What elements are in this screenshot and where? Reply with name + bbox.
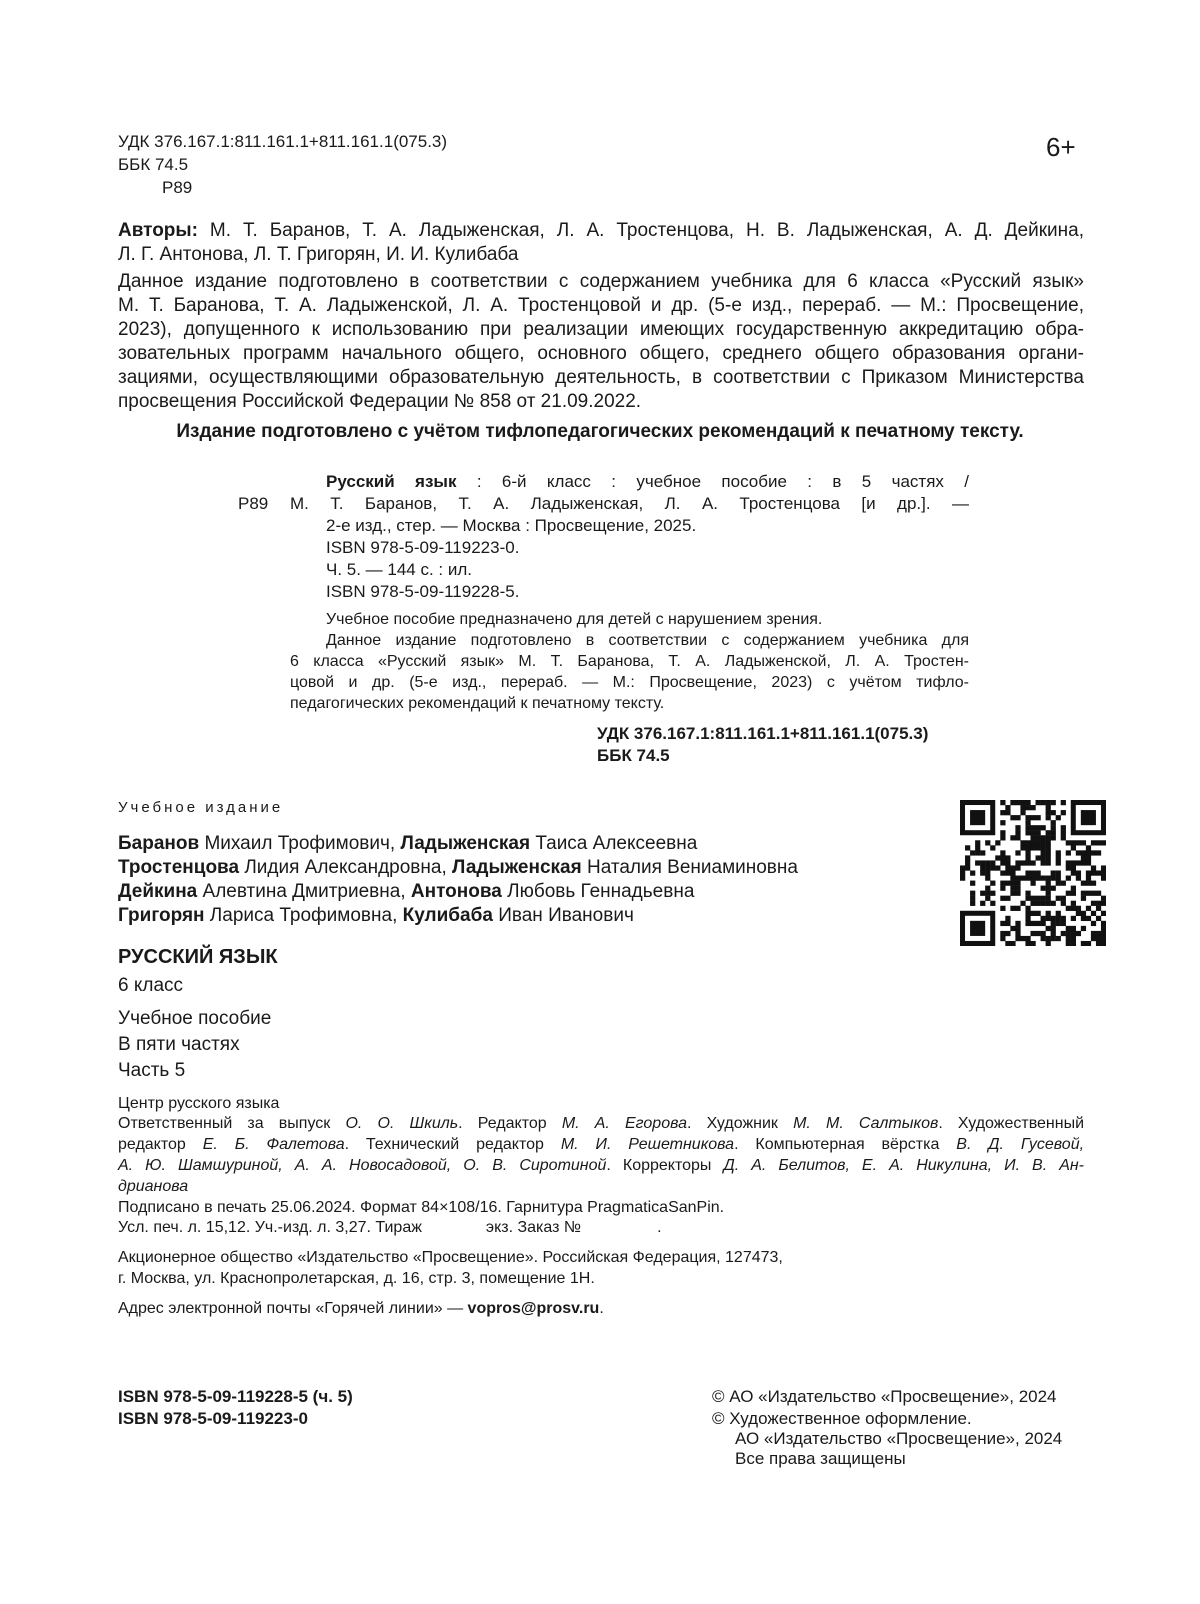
staff-role: . Художник (687, 1115, 794, 1132)
card-desc-line: цовой и др. (5-е изд., перераб. — М.: Просвещение, 2023) с учётом тифло- (290, 674, 969, 691)
qr-code-icon[interactable] (960, 800, 1106, 946)
book-parts: В пяти частях (118, 1034, 240, 1055)
copyright-4: Все права защищены (735, 1449, 906, 1468)
staff-role: . Художественный (938, 1115, 1085, 1132)
author-name: Таиса Алексеевна (530, 833, 698, 854)
author-line (118, 904, 798, 928)
header-bbk: ББК 74.5 (118, 155, 189, 174)
card-bbk: ББК 74.5 (597, 746, 670, 765)
author-surname: Григорян (118, 905, 205, 926)
author-name: Лариса Трофимовна, (204, 905, 403, 926)
catalog-card (290, 471, 969, 714)
author-name: Иван Иванович (492, 905, 634, 926)
book-type: Учебное пособие (118, 1008, 272, 1029)
intro-paragraph (118, 270, 1084, 414)
staff-line (118, 1176, 1084, 1197)
author-surname: Кулибаба (402, 905, 493, 926)
authors-label: Авторы: (118, 220, 198, 241)
card-isbn-1: ISBN 978-5-09-119223-0. (326, 538, 520, 557)
staff-name: Д. А. Белитов, Е. А. Никулина, И. В. Ан- (723, 1157, 1085, 1174)
credits-center: Центр русского языка (118, 1095, 280, 1112)
footer-isbn-1: ISBN 978-5-09-119228-5 (ч. 5) (118, 1387, 353, 1406)
card-line-3: 2-е изд., стер. — Москва : Просвещение, 2025. (326, 516, 697, 535)
staff-name: Е. Б. Фалетова (202, 1136, 345, 1153)
email-line (118, 1298, 604, 1319)
staff-name: М. А. Егорова (561, 1115, 687, 1132)
author-surname: Баранов (118, 833, 200, 854)
author-line (118, 856, 798, 880)
edition-label: Учебное издание (118, 799, 284, 816)
print-info-2 (118, 1217, 662, 1238)
author-name: Михаил Трофимович, (199, 833, 401, 854)
author-line (118, 880, 798, 904)
author-name: Алевтина Дмитриевна, (197, 881, 411, 902)
staff-role: . Редактор (458, 1115, 562, 1132)
staff-name: О. О. Шкиль (345, 1115, 459, 1132)
author-name: Наталия Вениаминовна (581, 857, 798, 878)
card-description (290, 609, 969, 714)
intro-line: 2023), допущенного к использованию при реализации имеющих государственную аккредитацию обра- (118, 319, 1084, 340)
staff-name: дрианова (118, 1178, 189, 1195)
intro-line: просвещения Российской Федерации № 858 от 21.09.2022. (118, 391, 642, 412)
author-surname: Антонова (410, 881, 502, 902)
copyright-2: © Художественное оформление. (712, 1409, 972, 1428)
author-line (118, 832, 798, 856)
footer-isbn-2: ISBN 978-5-09-119223-0 (118, 1409, 308, 1428)
staff-role: . Технический редактор (344, 1136, 561, 1153)
credits-staff (118, 1113, 1084, 1197)
intro-line: Данное издание подготовлено в соответствии с содержанием учебника для 6 класса «Русский язык» (118, 271, 1084, 292)
card-desc-line: Данное издание подготовлено в соответствии с содержанием учебника для (326, 632, 969, 649)
intro-line: М. Т. Баранова, Т. А. Ладыженской, Л. А. Тростенцовой и др. (5-е изд., перераб. — М.: Просвещение, (118, 295, 1084, 316)
authors-text-1: М. Т. Баранов, Т. А. Ладыженская, Л. А. Тростенцова, Н. В. Ладыженская, А. Д. Дейкина, (197, 220, 1084, 241)
book-grade: 6 класс (118, 975, 184, 996)
print-info-2c: . (657, 1219, 662, 1236)
author-surname: Дейкина (118, 881, 198, 902)
card-isbn-2: ISBN 978-5-09-119228-5. (326, 582, 520, 601)
print-info-1: Подписано в печать 25.06.2024. Формат 84×108/16. Гарнитура PragmaticaSanPin. (118, 1199, 725, 1216)
card-part: Ч. 5. — 144 с. : ил. (326, 560, 473, 579)
header-udk: УДК 376.167.1:811.161.1+811.161.1(075.3) (118, 132, 448, 151)
card-code: Р89 (238, 494, 269, 513)
qr-code-graphic (960, 800, 1106, 946)
staff-line (118, 1134, 1084, 1155)
author-name: Любовь Геннадьевна (501, 881, 695, 902)
intro-line: зациями, осуществляющими образовательную деятельность, в соответствии с Приказом Министерства (118, 367, 1084, 388)
card-line-1 (290, 471, 969, 493)
tiflo-note: Издание подготовлено с учётом тифлопедагогических рекомендаций к печатному тексту. (176, 421, 1024, 442)
card-title: Русский язык (326, 472, 457, 491)
card-line-2: М. Т. Баранов, Т. А. Ладыженская, Л. А. Тростенцова [и др.]. — (290, 494, 969, 513)
staff-role: Ответственный за выпуск (118, 1115, 346, 1132)
staff-role: редактор (118, 1136, 203, 1153)
author-name: Лидия Александровна, (239, 857, 453, 878)
card-udk: УДК 376.167.1:811.161.1+811.161.1(075.3) (597, 724, 929, 743)
email-label: Адрес электронной почты «Горячей линии» — (118, 1300, 468, 1317)
authors-line-2: Л. Г. Антонова, Л. Т. Григорян, И. И. Кулибаба (118, 244, 519, 265)
card-desc-line: 6 класса «Русский язык» М. Т. Баранова, Т. А. Ладыженской, Л. А. Тростен- (290, 653, 969, 670)
publisher-line-1: Акционерное общество «Издательство «Просвещение». Российская Федерация, 127473, (118, 1249, 783, 1266)
staff-line (118, 1113, 1084, 1134)
staff-role: . Компьютерная вёрстка (734, 1136, 957, 1153)
authors-line-1 (118, 219, 1084, 243)
print-info-2b: экз. Заказ № (485, 1219, 582, 1236)
card-line-1-rest: : 6-й класс : учебное пособие : в 5 частях / (456, 472, 969, 491)
card-desc-line: Учебное пособие предназначено для детей с нарушением зрения. (326, 611, 823, 628)
intro-line: зовательных программ начального общего, основного общего, среднего общего образования органи- (118, 343, 1084, 364)
copyright-3: АО «Издательство «Просвещение», 2024 (735, 1429, 1063, 1448)
book-title: РУССКИЙ ЯЗЫК (118, 946, 278, 968)
email-link[interactable]: vopros@prosv.ru (467, 1300, 600, 1317)
author-surname: Ладыженская (452, 857, 582, 878)
staff-name: М. М. Салтыков (793, 1115, 939, 1132)
print-info-2a: Усл. печ. л. 15,12. Уч.-изд. л. 3,27. Тираж (118, 1219, 422, 1236)
staff-name: А. Ю. Шамшуриной, А. А. Новосадовой, О. В. Сиротиной (118, 1157, 607, 1174)
copyright-1: © АО «Издательство «Просвещение», 2024 (712, 1387, 1057, 1406)
card-desc-line: педагогических рекомендаций к печатному тексту. (290, 695, 665, 712)
author-surname: Ладыженская (400, 833, 531, 854)
staff-name: В. Д. Гусевой, (956, 1136, 1085, 1153)
staff-name: М. И. Решетникова (560, 1136, 735, 1153)
edition-authors (118, 832, 798, 928)
staff-role: . Корректоры (606, 1157, 724, 1174)
book-part: Часть 5 (118, 1060, 186, 1081)
publisher-line-2: г. Москва, ул. Краснопролетарская, д. 16, стр. 3, помещение 1Н. (118, 1270, 595, 1287)
age-rating: 6+ (1046, 132, 1076, 162)
staff-line (118, 1155, 1084, 1176)
email-tail: . (599, 1300, 604, 1317)
author-surname: Тростенцова (118, 857, 240, 878)
header-code: Р89 (162, 178, 193, 197)
